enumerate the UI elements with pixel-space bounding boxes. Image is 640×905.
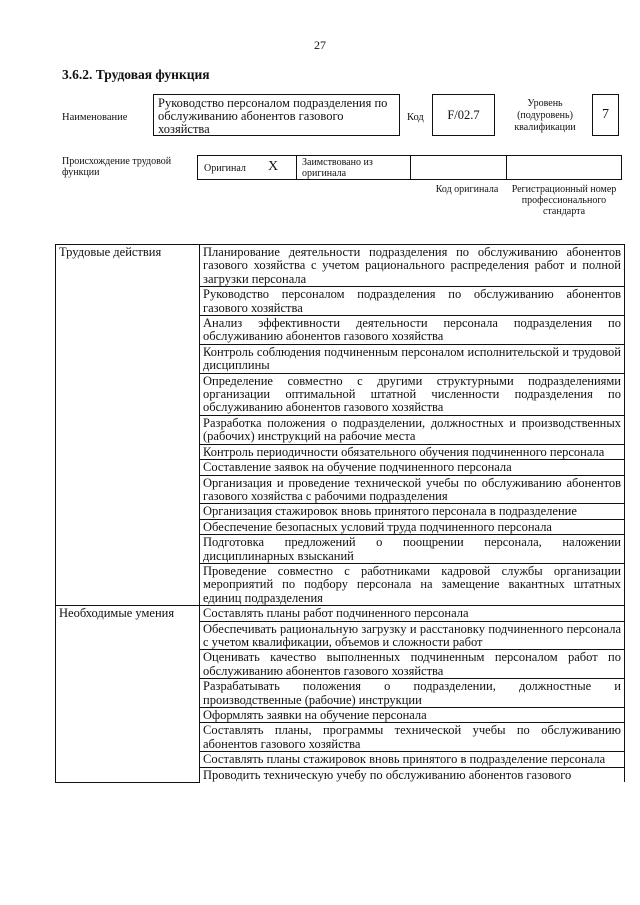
section-item: Обеспечение безопасных условий труда подчиненного персонала [200, 519, 625, 534]
section-item: Контроль соблюдения подчиненным персоналом исполнительской и трудовой дисциплины [200, 344, 625, 373]
table-row [56, 606, 625, 621]
labor-function-table-body [56, 245, 625, 783]
section-item: Подготовка предложений о поощрении персонала, наложении дисциплинарных взысканий [200, 535, 625, 564]
section-item: Оценивать качество выполненных подчиненным персоналом работ по обслуживанию абонентов газового хозяйства [200, 650, 625, 679]
section-item: Организация и проведение технической учебы по обслуживанию абонентов газового хозяйства с рабочими подразделения [200, 475, 625, 504]
section-item: Проведение совместно с работниками кадровой службы организации мероприятий по подбору персонала на замещение вакантных штатных единиц подразделения [200, 563, 625, 605]
section-item: Обеспечивать рациональную загрузку и расстановку подчиненного персонала с учетом квалификации, объемов и сложности работ [200, 621, 625, 650]
name-label: Наименование [62, 112, 128, 123]
section-category: Трудовые действия [56, 245, 200, 606]
section-item: Руководство персоналом подразделения по обслуживанию абонентов газового хозяйства [200, 287, 625, 316]
section-item: Составлять планы работ подчиненного персонала [200, 606, 625, 621]
table-row [56, 245, 625, 287]
level-label: Уровень (подуровень) квалификации [514, 98, 576, 133]
borrowed-label: Заимствовано из оригинала [302, 157, 373, 179]
origin-divider-3 [506, 155, 507, 180]
section-item: Анализ эффективности деятельности персонала подразделения по обслуживанию абонентов газового хозяйства [200, 316, 625, 345]
section-category: Необходимые умения [56, 606, 200, 782]
reg-number-caption: Регистрационный номер профессионального стандарта [511, 184, 617, 217]
section-title: 3.6.2. Трудовая функция [62, 67, 210, 82]
section-item: Составлять планы стажировок вновь принятого в подразделение персонала [200, 752, 625, 767]
original-label: Оригинал [204, 163, 246, 174]
section-item: Разрабатывать положения о подразделении, должностные и производственные (рабочие) инструкции [200, 679, 625, 708]
code-value: F/02.7 [432, 94, 495, 136]
section-item: Оформлять заявки на обучение персонала [200, 708, 625, 723]
section-item: Определение совместно с другими структурными подразделениями организации оптимальной штатной численности подразделения по обслуживанию абонентов газового хозяйства [200, 373, 625, 415]
code-label: Код [407, 112, 424, 123]
section-item: Составление заявок на обучение подчиненного персонала [200, 460, 625, 475]
section-item: Контроль периодичности обязательного обучения подчиненного персонала [200, 444, 625, 459]
section-item: Разработка положения о подразделении, должностных и производственных (рабочих) инструкций на рабочие места [200, 415, 625, 444]
page-number: 27 [314, 38, 326, 52]
section-item: Организация стажировок вновь принятого персонала в подразделение [200, 504, 625, 519]
origin-label: Происхождение трудовой функции [62, 156, 172, 178]
origin-divider-2 [410, 155, 411, 180]
level-value: 7 [592, 94, 619, 136]
origin-divider-1 [296, 155, 297, 180]
labor-function-table [55, 244, 625, 783]
function-name-value: Руководство персоналом подразделения по обслуживанию абонентов газового хозяйства [153, 94, 400, 136]
section-item: Проводить техническую учебу по обслуживанию абонентов газового [200, 767, 625, 782]
original-mark: X [268, 159, 279, 174]
section-item: Планирование деятельности подразделения по обслуживанию абонентов газового хозяйства с учетом рационального распределения работ и полной загрузки персонала [200, 245, 625, 287]
code-original-caption: Код оригинала [435, 184, 499, 195]
section-item: Составлять планы, программы технической учебы по обслуживанию абонентов газового хозяйства [200, 723, 625, 752]
